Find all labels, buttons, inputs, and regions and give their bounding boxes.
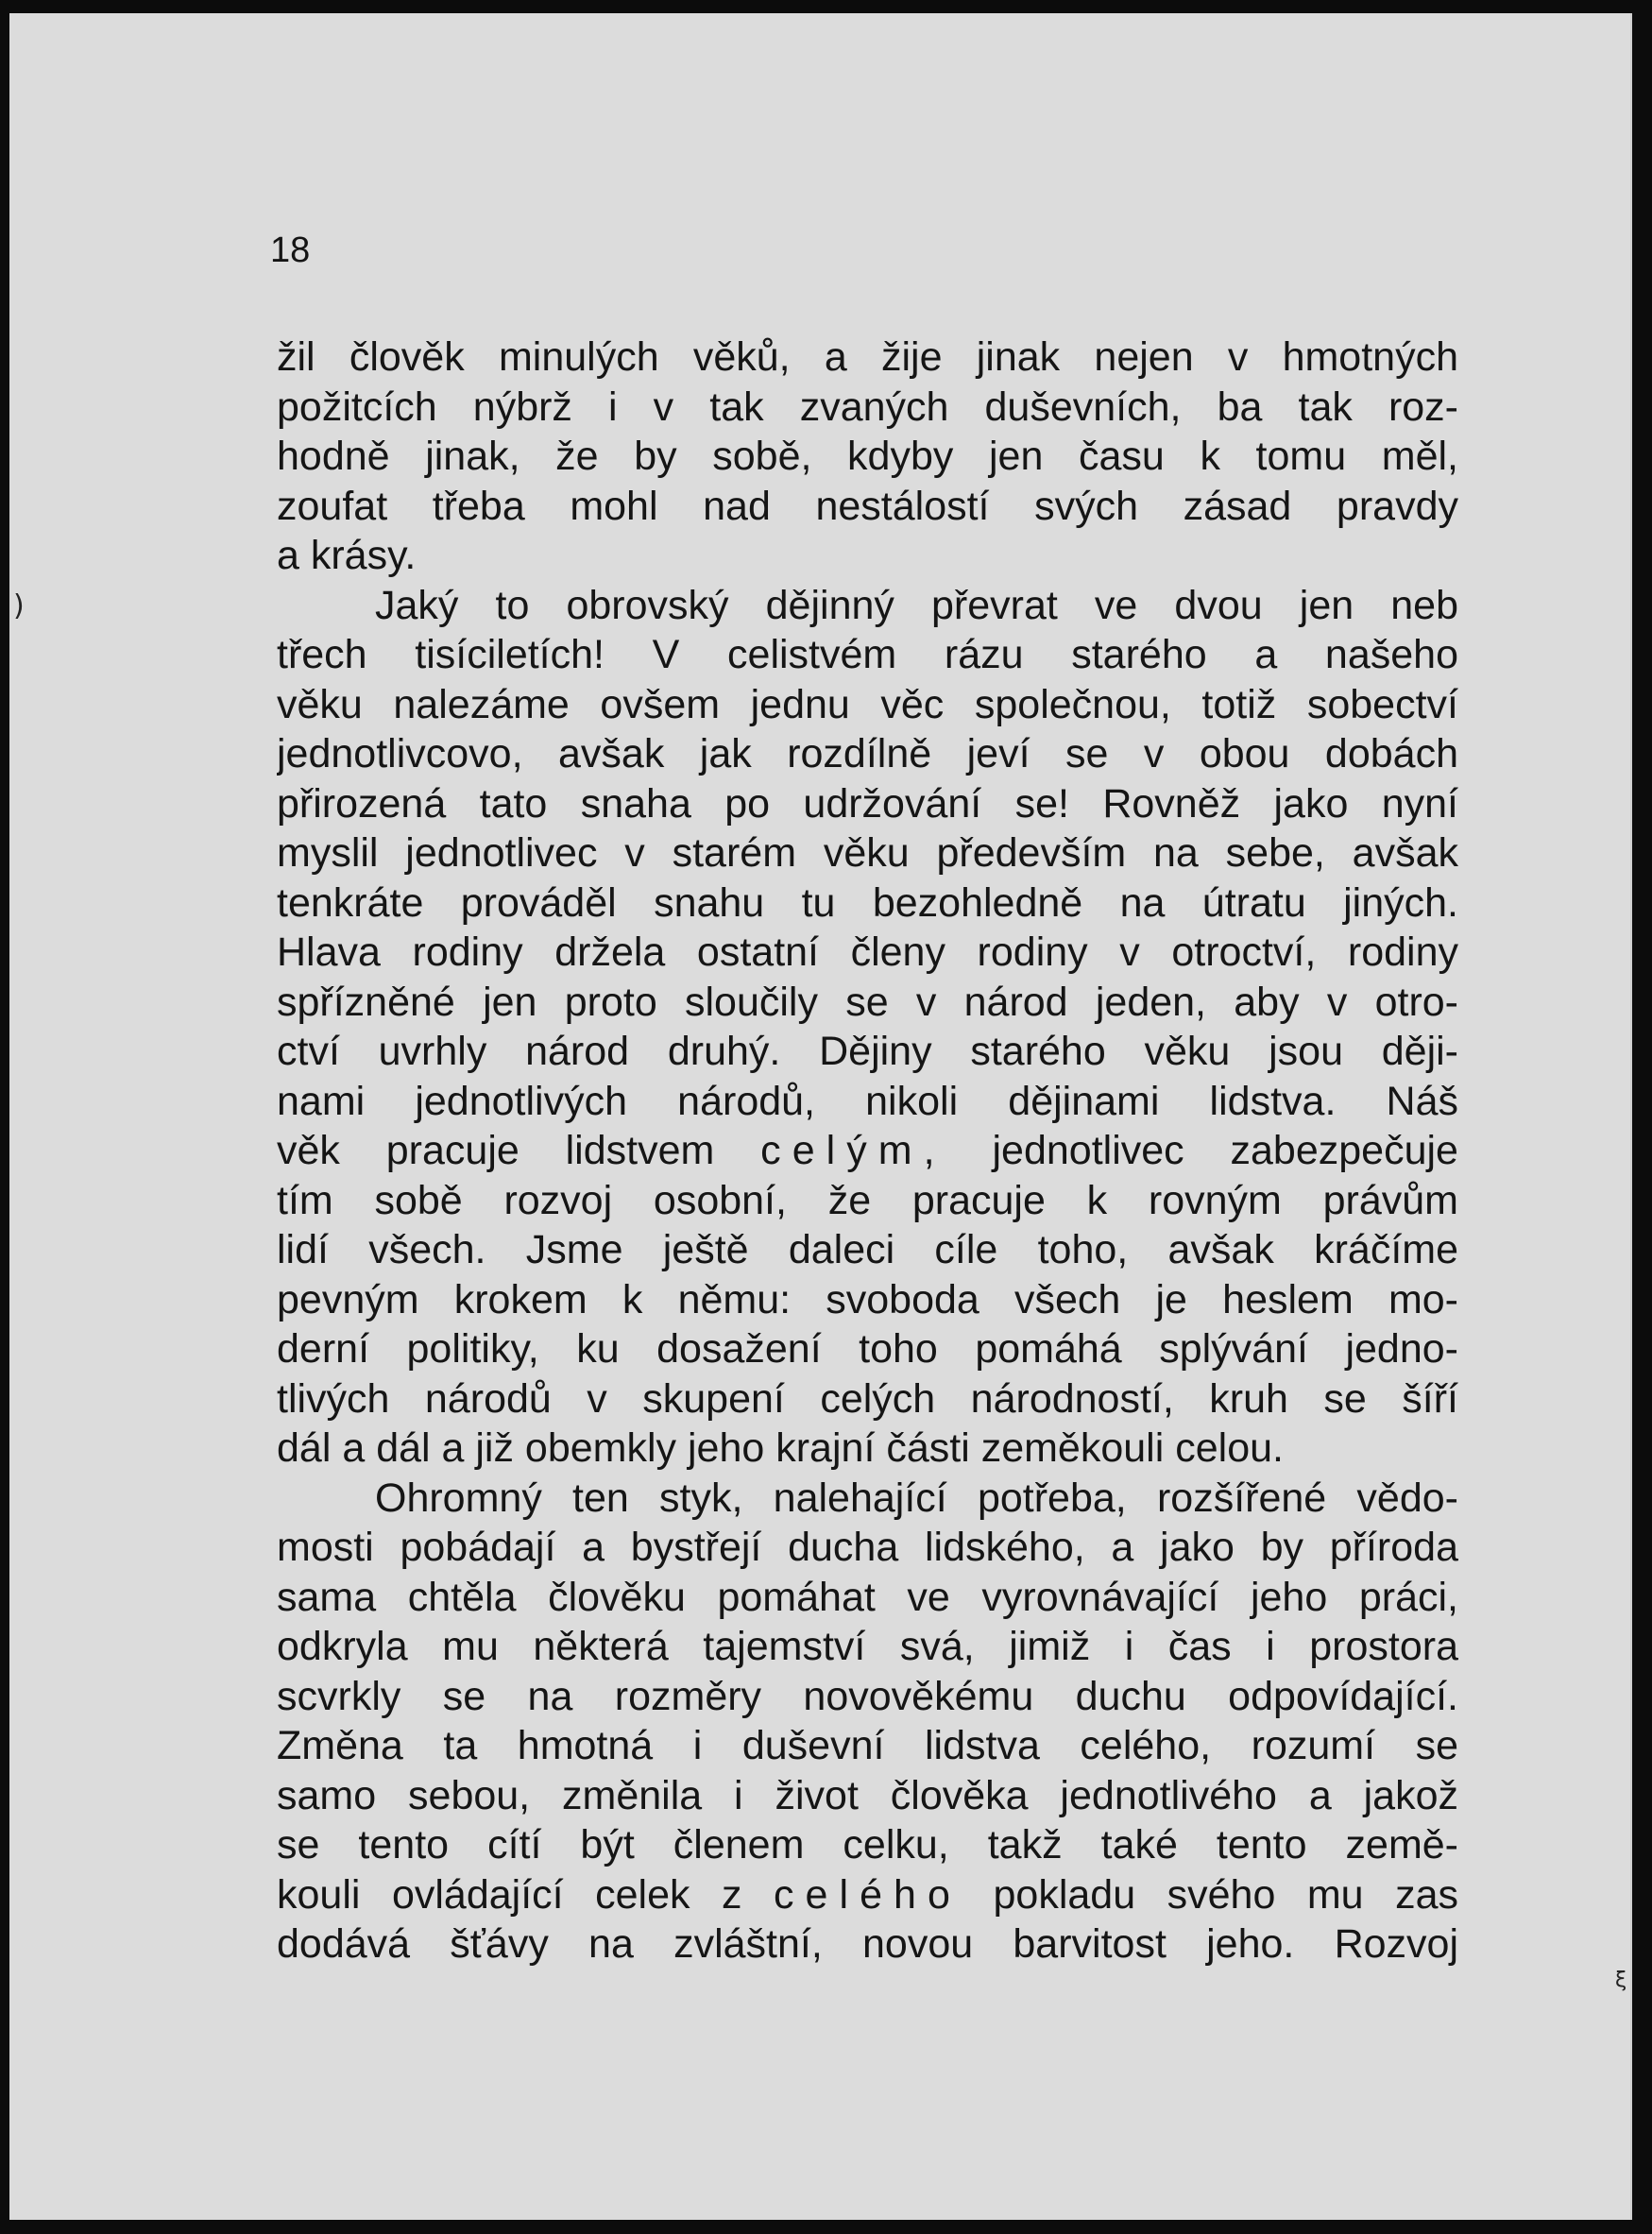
text-line: požitcích nýbrž i v tak zvaných duševních, ba tak roz-	[277, 384, 1458, 430]
emphasized-word: celého	[774, 1871, 962, 1918]
text-line: odkryla mu některá tajemství svá, jimiž i čas i prostora	[277, 1624, 1458, 1669]
text-line: se tento cítí být členem celku, takž také tento země-	[277, 1822, 1458, 1867]
emphasized-word: celým,	[760, 1128, 946, 1173]
text-line: tenkráte prováděl snahu tu bezohledně na útratu jiných.	[277, 879, 1458, 926]
text-line: věku nalezáme ovšem jednu věc společnou, totiž sobectví	[277, 681, 1458, 727]
text-line: ctví uvrhly národ druhý. Dějiny starého věku jsou ději-	[277, 1029, 1458, 1074]
text-line: pevným krokem k němu: svoboda všech je heslem mo-	[277, 1276, 1458, 1322]
text-line: tlivých národů v skupení celých národností, kruh se šíří	[277, 1375, 1458, 1422]
text-line: lidí všech. Jsme ještě daleci cíle toho, avšak kráčíme	[277, 1227, 1458, 1272]
text-line: spřízněné jen proto sloučily se v národ jeden, aby v otro-	[277, 979, 1458, 1025]
text-line: přirozená tato snaha po udržování se! Rovněž jako nyní	[277, 780, 1458, 827]
scanned-page	[9, 13, 1632, 2220]
text-segment: jednotlivec zabezpečuje	[992, 1128, 1458, 1173]
text-line: a krásy.	[277, 533, 417, 578]
text-segment: pokladu svého mu zas	[993, 1871, 1458, 1918]
body-text	[277, 333, 1458, 1970]
text-line: žil člověk minulých věků, a žije jinak nejen v hmotných	[277, 334, 1458, 380]
text-line: Jaký to obrovský dějinný převrat ve dvou jen neb	[375, 582, 1458, 628]
text-line: tím sobě rozvoj osobní, že pracuje k rovným právům	[277, 1177, 1458, 1223]
text-line: dál a dál a již obemkly jeho krajní části zeměkouli celou.	[277, 1425, 1284, 1471]
text-segment: kouli ovládající celek z	[277, 1871, 742, 1918]
text-line: Ohromný ten styk, nalehající potřeba, rozšířené vědo-	[375, 1475, 1458, 1521]
scan-artifact: ξ	[1615, 1969, 1627, 1992]
text-line: hodně jinak, že by sobě, kdyby jen času k tomu měl,	[277, 434, 1458, 479]
text-line: Hlava rodiny držela ostatní členy rodiny v otroctví, rodiny	[277, 929, 1458, 975]
text-line: dodává šťávy na zvláštní, novou barvitost jeho. Rozvoj	[277, 1921, 1458, 1967]
text-line: sama chtěla člověku pomáhat ve vyrovnávající jeho práci,	[277, 1574, 1458, 1620]
page-number: 18	[270, 230, 311, 270]
text-segment: věk pracuje lidstvem	[277, 1128, 715, 1173]
text-line: derní politiky, ku dosažení toho pomáhá splývání jedno-	[277, 1326, 1458, 1372]
text-line: scvrkly se na rozměry novověkému duchu odpovídající.	[277, 1673, 1458, 1719]
text-line-with-spaced-emphasis	[277, 1870, 1458, 1920]
text-line: mosti pobádají a bystřejí ducha lidského, a jako by příroda	[277, 1525, 1458, 1570]
text-line: nami jednotlivých národů, nikoli dějinami lidstva. Náš	[277, 1078, 1458, 1124]
text-line-with-spaced-emphasis	[277, 1126, 1458, 1176]
text-line: myslil jednotlivec v starém věku především na sebe, avšak	[277, 830, 1458, 876]
scan-artifact: )	[13, 589, 25, 622]
text-line: Změna ta hmotná i duševní lidstva celého, rozumí se	[277, 1723, 1458, 1768]
text-line: zoufat třeba mohl nad nestálostí svých zásad pravdy	[277, 483, 1458, 529]
text-line: třech tisíciletích! V celistvém rázu starého a našeho	[277, 632, 1458, 677]
text-line: jednotlivcovo, avšak jak rozdílně jeví se v obou dobách	[277, 731, 1458, 776]
text-line: samo sebou, změnila i život člověka jednotlivého a jakož	[277, 1772, 1458, 1818]
